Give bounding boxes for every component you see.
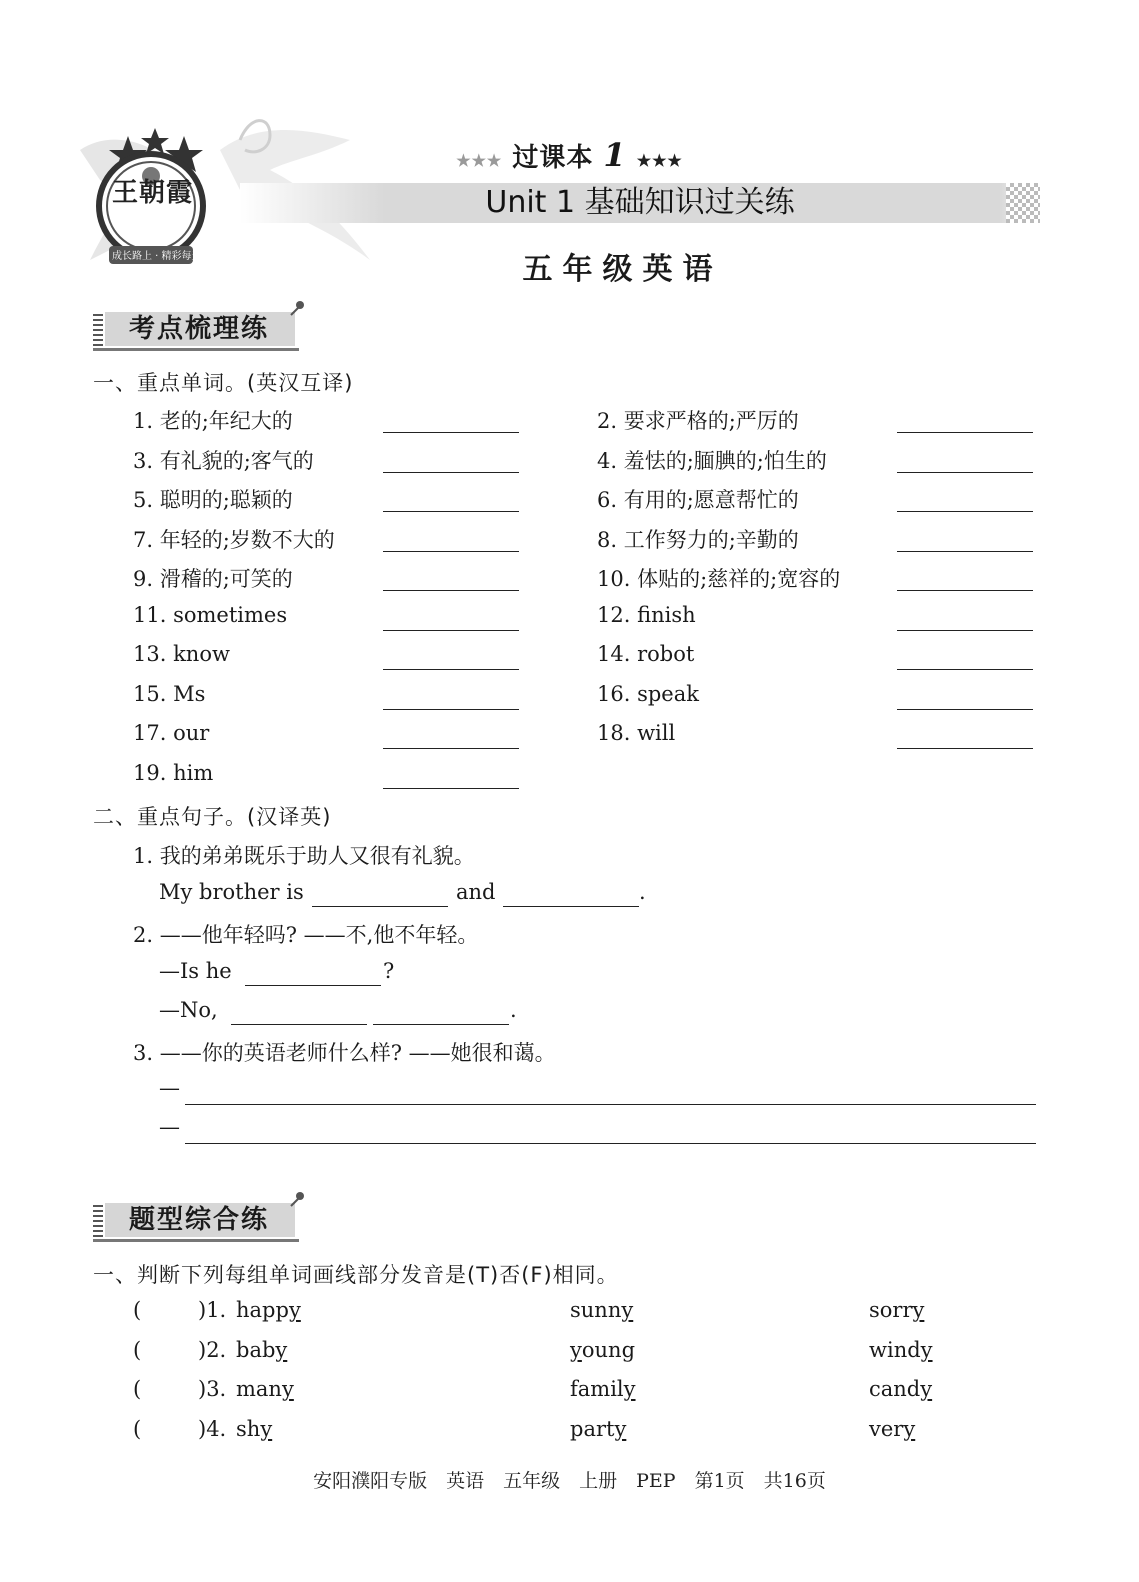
vocab-item: 1. 老的;年纪大的 (133, 409, 293, 433)
unit-title: Unit 1 基础知识过关练 (485, 185, 795, 220)
sentence-1-en-c: . (639, 880, 646, 904)
sentence-2-b-end: . (510, 998, 517, 1022)
vocab-item: 11. sometimes (133, 602, 288, 627)
section-heading-2-label: 题型综合练 (129, 1205, 270, 1235)
vocab-item: 3. 有礼貌的;客气的 (133, 448, 314, 473)
vocab-item: 16. speak (597, 681, 699, 706)
dash: — (159, 1115, 180, 1139)
word-stem: ver (869, 1416, 904, 1441)
vocab-answer-blank[interactable] (897, 748, 1033, 749)
section-heading-2 (93, 1197, 303, 1241)
vocab-item: 5. 聪明的;聪颖的 (133, 488, 293, 512)
vocab-item: 17. our (133, 721, 210, 745)
vocab-item: 7. 年轻的;岁数不大的 (133, 527, 335, 552)
word (570, 1417, 626, 1441)
word-underlined-letter: y (920, 1377, 933, 1401)
word (570, 1338, 635, 1362)
vocab-item: 4. 羞怯的;腼腆的;怕生的 (597, 448, 827, 473)
word-stem: sunn (570, 1298, 622, 1322)
word (236, 1417, 272, 1441)
word-stem: cand (869, 1377, 921, 1401)
page-footer: 安阳濮阳专版 英语 五年级 上册 PEP 第1页 共16页 (313, 1470, 826, 1492)
vocab-item: 18. will (597, 721, 676, 745)
sentence-1-en-a: My brother is (159, 880, 304, 904)
page-subtitle: 五年级英语 (522, 252, 723, 287)
vocab-answer-blank[interactable] (383, 669, 519, 670)
vocab-answer-blank[interactable] (897, 590, 1033, 591)
word-underlined-letter: y (275, 1337, 288, 1362)
logo-slogan: 成长路上 · 精彩每天 (112, 251, 202, 262)
vocab-item: 13. know (133, 642, 230, 666)
vocab-answer-blank[interactable] (383, 748, 519, 749)
word (570, 1377, 636, 1401)
lesson-label (0, 136, 1139, 174)
vocab-answer-blank[interactable] (383, 590, 519, 591)
answer-paren-open[interactable]: ( (133, 1377, 142, 1401)
stars-left: ★★★ (456, 151, 503, 170)
sentence-3-cn: 3. ——你的英语老师什么样? ——她很和蔼。 (133, 1041, 556, 1065)
vocab-item: 15. Ms (133, 681, 206, 706)
question-number: )3. (198, 1377, 227, 1401)
word (869, 1298, 924, 1322)
vocab-answer-blank[interactable] (383, 630, 519, 631)
word-underlined-letter: y (614, 1416, 627, 1441)
word-underlined-letter: y (260, 1416, 273, 1441)
question-number: )4. (198, 1416, 227, 1441)
stars-right: ★★★ (636, 151, 683, 170)
section-heading-1 (93, 306, 303, 350)
word-tail: oung (581, 1337, 636, 1362)
vocab-answer-blank[interactable] (383, 709, 519, 710)
vocab-item: 9. 滑稽的;可笑的 (133, 567, 293, 591)
vocab-item: 14. robot (597, 642, 695, 666)
word-stem: part (570, 1416, 615, 1441)
vocab-answer-blank[interactable] (897, 472, 1033, 473)
word-stem: happ (236, 1298, 289, 1322)
answer-blank[interactable] (312, 906, 448, 907)
word-stem: wind (869, 1337, 921, 1362)
vocab-answer-blank[interactable] (897, 432, 1033, 433)
answer-blank[interactable] (231, 1024, 367, 1025)
word-stem: man (236, 1377, 282, 1401)
word (236, 1377, 294, 1401)
vocab-answer-blank[interactable] (897, 551, 1033, 552)
answer-paren-open[interactable]: ( (133, 1416, 142, 1441)
answer-line[interactable] (185, 1143, 1036, 1144)
sentence-2-a-end: ? (383, 959, 395, 983)
question-number: )1. (198, 1298, 227, 1322)
word-stem: sh (236, 1416, 261, 1441)
word (869, 1417, 915, 1441)
vocab-answer-blank[interactable] (383, 788, 519, 789)
vocab-item: 10. 体贴的;慈祥的;宽容的 (597, 567, 841, 591)
word-underlined-letter: y (903, 1416, 916, 1441)
answer-blank[interactable] (503, 906, 639, 907)
pronunciation-title: 一、判断下列每组单词画线部分发音是(T)否(F)相同。 (93, 1263, 619, 1287)
word-underlined-letter: y (570, 1337, 582, 1362)
vocab-answer-blank[interactable] (897, 630, 1033, 631)
word-stem: sorr (869, 1298, 913, 1322)
vocab-answer-blank[interactable] (897, 669, 1033, 670)
dash: — (159, 1076, 180, 1100)
vocab-item: 8. 工作努力的;辛勤的 (597, 527, 799, 552)
answer-blank[interactable] (373, 1024, 509, 1025)
question-number: )2. (198, 1337, 227, 1362)
word (570, 1298, 633, 1322)
word-underlined-letter: y (912, 1298, 925, 1322)
vocab-answer-blank[interactable] (897, 709, 1033, 710)
vocab-answer-blank[interactable] (383, 472, 519, 473)
sentence-1-cn: 1. 我的弟弟既乐于助人又很有礼貌。 (133, 844, 475, 868)
part1-title: 一、重点单词。(英汉互译) (93, 371, 354, 395)
word-underlined-letter: y (621, 1298, 634, 1322)
section-heading-1-label: 考点梳理练 (129, 314, 270, 344)
answer-line[interactable] (185, 1104, 1036, 1105)
vocab-item: 19. him (133, 760, 214, 785)
word (869, 1338, 933, 1362)
vocab-item: 2. 要求严格的;严厉的 (597, 409, 799, 433)
sentence-2-b: —No, (159, 998, 218, 1022)
pin-icon (289, 300, 305, 316)
word (236, 1338, 287, 1362)
vocab-item: 12. finish (597, 602, 696, 627)
vocab-item: 6. 有用的;愿意帮忙的 (597, 488, 799, 512)
vocab-answer-blank[interactable] (383, 511, 519, 512)
sentence-1-en-b: and (456, 880, 496, 904)
answer-blank[interactable] (245, 985, 381, 986)
logo-text: 王朝霞 (112, 178, 194, 208)
word (869, 1377, 932, 1401)
word-underlined-letter: y (623, 1377, 636, 1401)
part2-title: 二、重点句子。(汉译英) (93, 805, 332, 829)
vocab-answer-blank[interactable] (383, 551, 519, 552)
answer-paren-open[interactable]: ( (133, 1337, 142, 1362)
word-stem: bab (236, 1337, 276, 1362)
word-underlined-letter: y (920, 1337, 933, 1362)
word-underlined-letter: y (281, 1377, 294, 1401)
word-stem: famil (570, 1377, 624, 1401)
answer-paren-open[interactable]: ( (133, 1298, 142, 1322)
vocab-answer-blank[interactable] (383, 432, 519, 433)
pin-icon (289, 1191, 305, 1207)
word (236, 1298, 301, 1322)
sentence-2-a: —Is he (159, 959, 232, 983)
top-label-text: 过课本 (512, 143, 594, 173)
top-label-number: 1 (603, 136, 627, 174)
word-underlined-letter: y (288, 1298, 301, 1322)
sentence-2-cn: 2. ——他年轻吗? ——不,他不年轻。 (133, 923, 479, 947)
vocab-answer-blank[interactable] (897, 511, 1033, 512)
